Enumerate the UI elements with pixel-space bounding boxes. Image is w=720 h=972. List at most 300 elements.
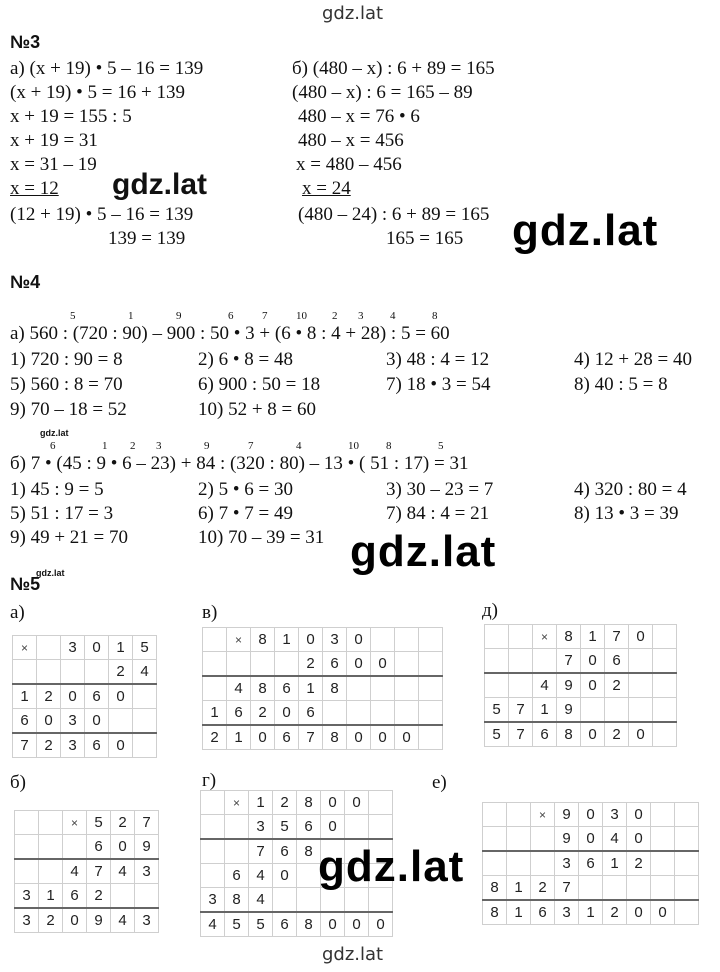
grid-cell: 7: [509, 698, 533, 723]
grid-cell: 2: [273, 791, 297, 815]
grid-cell: 0: [61, 684, 85, 709]
grid-cell: 9: [555, 827, 579, 852]
watermark-small: gdz.lat: [36, 568, 65, 578]
watermark-big: gdz.lat: [350, 527, 497, 576]
order-mark: 6: [50, 440, 56, 452]
grid-cell: 1: [203, 701, 227, 726]
grid-cell: [371, 628, 395, 652]
multiplication-grid-d: [484, 624, 677, 747]
grid-cell: 1: [603, 851, 627, 876]
grid-cell: [507, 803, 531, 827]
grid-cell: 7: [555, 876, 579, 901]
grid-cell: 7: [135, 811, 159, 835]
grid-cell: 3: [249, 815, 273, 840]
grid-cell: [629, 698, 653, 723]
problem-label: а): [10, 602, 25, 623]
grid-cell: [509, 625, 533, 649]
grid-cell: [15, 835, 39, 860]
grid-cell: 9: [557, 698, 581, 723]
grid-cell: 0: [347, 652, 371, 677]
grid-cell: 2: [39, 908, 63, 933]
step: 9) 70 – 18 = 52: [10, 399, 127, 420]
task-5-title: №5: [10, 574, 41, 594]
grid-cell: 2: [109, 660, 133, 685]
grid-cell: 5: [485, 698, 509, 723]
grid-cell: 2: [605, 673, 629, 698]
grid-cell: 0: [85, 709, 109, 734]
grid-cell: 2: [37, 733, 61, 758]
grid-cell: 3: [15, 884, 39, 909]
order-mark: 2: [332, 310, 338, 322]
grid-cell: [509, 649, 533, 674]
grid-cell: [395, 701, 419, 726]
grid-cell: [201, 815, 225, 840]
grid-cell: [531, 851, 555, 876]
step: 9) 49 + 21 = 70: [10, 527, 129, 548]
grid-cell: 8: [483, 900, 507, 925]
grid-cell: [653, 722, 677, 747]
watermark-small: gdz.lat: [40, 428, 69, 438]
grid-cell: 0: [369, 912, 393, 937]
multiplication-grid-a: [12, 635, 157, 758]
grid-cell: [133, 733, 157, 758]
task-3a-line: x = 31 – 19: [10, 154, 97, 175]
grid-cell: 9: [557, 673, 581, 698]
grid-cell: [395, 676, 419, 701]
grid-cell: [203, 652, 227, 677]
grid-row: [13, 709, 157, 734]
grid-cell: [201, 839, 225, 864]
grid-cell: [345, 815, 369, 840]
task-3a-check-result: 139 = 139: [108, 228, 186, 249]
grid-cell: 0: [275, 701, 299, 726]
order-mark: 5: [70, 310, 76, 322]
grid-cell: 4: [201, 912, 225, 937]
grid-cell: 6: [297, 815, 321, 840]
grid-cell: 7: [605, 625, 629, 649]
grid-cell: [629, 673, 653, 698]
grid-cell: 8: [225, 888, 249, 913]
task-3b-line: (480 – x) : 6 = 165 – 89: [292, 82, 473, 103]
grid-cell: 1: [227, 725, 251, 750]
task-3a-line: x + 19 = 31: [10, 130, 98, 151]
grid-cell: 5: [87, 811, 111, 835]
grid-cell: [275, 652, 299, 677]
grid-cell: 0: [321, 815, 345, 840]
grid-row: [13, 733, 157, 758]
grid-row: [201, 815, 393, 840]
grid-row: [485, 698, 677, 723]
grid-cell: 3: [603, 803, 627, 827]
grid-cell: 8: [323, 725, 347, 750]
order-mark: 7: [248, 440, 254, 452]
grid-cell: [203, 676, 227, 701]
watermark-top: gdz.lat: [322, 3, 384, 24]
task-3b-line: x = 480 – 456: [296, 154, 402, 175]
task-3b-line: б) (480 – x) : 6 + 89 = 165: [292, 58, 495, 79]
grid-cell: [509, 673, 533, 698]
grid-cell: 6: [273, 912, 297, 937]
grid-cell: 0: [627, 900, 651, 925]
grid-cell: [273, 888, 297, 913]
grid-cell: 6: [605, 649, 629, 674]
problem-label: е): [432, 772, 447, 793]
grid-cell: 3: [135, 908, 159, 933]
grid-cell: 6: [225, 864, 249, 888]
grid-cell: 2: [37, 684, 61, 709]
grid-row: [483, 827, 699, 852]
grid-cell: 6: [273, 839, 297, 864]
order-mark: 4: [390, 310, 396, 322]
grid-cell: [507, 827, 531, 852]
grid-cell: 1: [39, 884, 63, 909]
grid-cell: 6: [299, 701, 323, 726]
grid-cell: 0: [109, 684, 133, 709]
order-mark: 4: [296, 440, 302, 452]
grid-cell: [39, 835, 63, 860]
grid-cell: 4: [133, 660, 157, 685]
grid-cell: 2: [605, 722, 629, 747]
grid-cell: [627, 876, 651, 901]
step: 1) 45 : 9 = 5: [10, 479, 104, 500]
step: 5) 560 : 8 = 70: [10, 374, 123, 395]
order-mark: 1: [102, 440, 108, 452]
task-3b-line: 480 – x = 76 • 6: [298, 106, 420, 127]
grid-cell: [581, 698, 605, 723]
grid-cell: 0: [321, 912, 345, 937]
grid-row: [485, 722, 677, 747]
order-mark: 2: [130, 440, 136, 452]
grid-row: [483, 803, 699, 827]
grid-row: [13, 660, 157, 685]
grid-cell: 0: [629, 625, 653, 649]
grid-cell: 8: [483, 876, 507, 901]
grid-cell: 2: [299, 652, 323, 677]
grid-cell: 9: [87, 908, 111, 933]
grid-cell: [297, 864, 321, 888]
grid-cell: 5: [273, 815, 297, 840]
grid-cell: [483, 851, 507, 876]
grid-cell: 2: [603, 900, 627, 925]
grid-cell: 1: [13, 684, 37, 709]
grid-cell: 1: [299, 676, 323, 701]
grid-cell: 4: [63, 859, 87, 884]
order-mark: 7: [262, 310, 268, 322]
task-3a-line: а) (x + 19) • 5 – 16 = 139: [10, 58, 204, 79]
step: 4) 12 + 28 = 40: [574, 349, 693, 370]
order-mark: 5: [438, 440, 444, 452]
multiplication-grid-v: [202, 627, 443, 750]
grid-cell: [651, 803, 675, 827]
grid-cell: 5: [133, 636, 157, 660]
grid-cell: 4: [227, 676, 251, 701]
grid-cell: 9: [135, 835, 159, 860]
grid-cell: 2: [251, 701, 275, 726]
grid-cell: 0: [627, 803, 651, 827]
grid-cell: [37, 660, 61, 685]
grid-cell: 7: [509, 722, 533, 747]
grid-cell: 3: [135, 859, 159, 884]
grid-cell: 7: [557, 649, 581, 674]
task-4-title: №4: [10, 272, 41, 292]
grid-cell: [651, 851, 675, 876]
watermark-big: gdz.lat: [318, 842, 465, 891]
grid-cell: 0: [651, 900, 675, 925]
grid-cell: 2: [87, 884, 111, 909]
grid-cell: [579, 876, 603, 901]
task-3a-line: (x + 19) • 5 = 16 + 139: [10, 82, 185, 103]
task-3a-check: (12 + 19) • 5 – 16 = 139: [10, 204, 194, 225]
grid-cell: 3: [555, 900, 579, 925]
order-mark: 9: [204, 440, 210, 452]
grid-cell: [135, 884, 159, 909]
grid-row: [203, 652, 443, 677]
order-mark: 3: [358, 310, 364, 322]
grid-cell: 0: [345, 791, 369, 815]
grid-cell: 5: [225, 912, 249, 937]
grid-cell: 1: [507, 900, 531, 925]
grid-cell: 6: [579, 851, 603, 876]
grid-cell: [653, 625, 677, 649]
grid-cell: 0: [111, 835, 135, 860]
grid-cell: 6: [13, 709, 37, 734]
grid-cell: 0: [579, 803, 603, 827]
grid-cell: [203, 628, 227, 652]
grid-cell: [15, 811, 39, 835]
grid-row: [15, 908, 159, 933]
grid-row: [483, 876, 699, 901]
grid-cell: [485, 649, 509, 674]
grid-cell: [133, 709, 157, 734]
grid-cell: 2: [627, 851, 651, 876]
grid-cell: 6: [85, 684, 109, 709]
grid-cell: 2: [203, 725, 227, 750]
grid-cell: 0: [85, 636, 109, 660]
multiply-sign: ×: [533, 625, 557, 649]
grid-cell: [109, 709, 133, 734]
grid-cell: 0: [321, 791, 345, 815]
multiply-sign: ×: [225, 791, 249, 815]
grid-cell: [419, 701, 443, 726]
grid-cell: [653, 698, 677, 723]
grid-cell: [605, 698, 629, 723]
grid-row: [485, 649, 677, 674]
grid-cell: 3: [61, 733, 85, 758]
grid-cell: 8: [297, 912, 321, 937]
grid-cell: 6: [227, 701, 251, 726]
grid-cell: 6: [87, 835, 111, 860]
multiplication-grid-b: [14, 810, 159, 933]
grid-cell: 6: [63, 884, 87, 909]
multiply-sign: ×: [13, 636, 37, 660]
grid-row: [203, 725, 443, 750]
grid-cell: 3: [15, 908, 39, 933]
grid-cell: [111, 884, 135, 909]
grid-row: [483, 851, 699, 876]
grid-cell: [419, 628, 443, 652]
step: 8) 13 • 3 = 39: [574, 503, 679, 524]
grid-cell: 0: [273, 864, 297, 888]
grid-cell: [675, 851, 699, 876]
grid-cell: 0: [371, 725, 395, 750]
grid-cell: [419, 725, 443, 750]
grid-cell: 6: [531, 900, 555, 925]
task-3b-line: 480 – x = 456: [298, 130, 404, 151]
grid-cell: 5: [249, 912, 273, 937]
grid-cell: [395, 628, 419, 652]
grid-cell: 4: [249, 864, 273, 888]
grid-cell: [39, 859, 63, 884]
grid-cell: 8: [297, 791, 321, 815]
step: 5) 51 : 17 = 3: [10, 503, 114, 524]
grid-row: [203, 628, 443, 652]
step: 3) 30 – 23 = 7: [386, 479, 494, 500]
grid-cell: [323, 701, 347, 726]
grid-row: [15, 884, 159, 909]
grid-cell: 7: [299, 725, 323, 750]
grid-cell: 0: [581, 722, 605, 747]
grid-cell: [675, 827, 699, 852]
grid-cell: [85, 660, 109, 685]
grid-cell: [201, 791, 225, 815]
order-mark: 9: [176, 310, 182, 322]
grid-cell: 5: [485, 722, 509, 747]
grid-cell: 8: [251, 628, 275, 652]
grid-cell: [485, 673, 509, 698]
grid-cell: 0: [581, 649, 605, 674]
step: 3) 48 : 4 = 12: [386, 349, 490, 370]
grid-cell: [485, 625, 509, 649]
grid-cell: 0: [371, 652, 395, 677]
grid-cell: [653, 649, 677, 674]
grid-row: [203, 676, 443, 701]
grid-cell: [603, 876, 627, 901]
step: 10) 70 – 39 = 31: [198, 527, 325, 548]
grid-cell: 0: [63, 908, 87, 933]
grid-cell: [61, 660, 85, 685]
step: 7) 18 • 3 = 54: [386, 374, 491, 395]
step: 8) 40 : 5 = 8: [574, 374, 668, 395]
grid-cell: [507, 851, 531, 876]
order-mark: 8: [432, 310, 438, 322]
grid-cell: [39, 811, 63, 835]
grid-cell: 4: [603, 827, 627, 852]
step: 2) 6 • 8 = 48: [198, 349, 293, 370]
grid-cell: 0: [251, 725, 275, 750]
step: 6) 7 • 7 = 49: [198, 503, 293, 524]
grid-cell: 1: [581, 625, 605, 649]
grid-cell: 0: [345, 912, 369, 937]
grid-cell: [225, 815, 249, 840]
grid-row: [201, 912, 393, 937]
grid-cell: 7: [249, 839, 273, 864]
grid-cell: 1: [507, 876, 531, 901]
grid-cell: [531, 827, 555, 852]
grid-cell: 8: [297, 839, 321, 864]
grid-cell: 0: [629, 722, 653, 747]
grid-cell: 2: [531, 876, 555, 901]
grid-cell: 0: [579, 827, 603, 852]
grid-cell: 4: [111, 908, 135, 933]
grid-cell: 8: [557, 722, 581, 747]
grid-cell: 0: [37, 709, 61, 734]
step: 10) 52 + 8 = 60: [198, 399, 317, 420]
grid-cell: 6: [275, 676, 299, 701]
grid-cell: [297, 888, 321, 913]
grid-row: [13, 684, 157, 709]
grid-cell: 8: [251, 676, 275, 701]
grid-cell: [13, 660, 37, 685]
grid-cell: [371, 701, 395, 726]
grid-cell: 0: [109, 733, 133, 758]
task-3b-check: (480 – 24) : 6 + 89 = 165: [298, 204, 490, 225]
grid-cell: [419, 652, 443, 677]
grid-cell: 6: [323, 652, 347, 677]
grid-cell: 1: [533, 698, 557, 723]
multiplication-grid-e: [482, 802, 699, 925]
grid-cell: [63, 835, 87, 860]
order-mark: 10: [296, 310, 307, 322]
grid-row: [13, 636, 157, 660]
order-mark: 10: [348, 440, 359, 452]
watermark-inline: gdz.lat: [112, 168, 207, 201]
grid-cell: 3: [61, 709, 85, 734]
watermark-big: gdz.lat: [512, 206, 659, 255]
problem-label: в): [202, 602, 218, 623]
grid-cell: [227, 652, 251, 677]
grid-cell: [371, 676, 395, 701]
grid-cell: 0: [299, 628, 323, 652]
step: 7) 84 : 4 = 21: [386, 503, 490, 524]
task-3a-answer: x = 12: [10, 178, 59, 199]
grid-cell: 0: [627, 827, 651, 852]
grid-cell: 1: [109, 636, 133, 660]
grid-cell: 2: [111, 811, 135, 835]
grid-row: [201, 791, 393, 815]
grid-cell: [37, 636, 61, 660]
task-3b-answer: x = 24: [302, 178, 351, 199]
grid-cell: 7: [13, 733, 37, 758]
grid-cell: [483, 803, 507, 827]
grid-cell: 6: [85, 733, 109, 758]
grid-cell: [629, 649, 653, 674]
problem-label: б): [10, 772, 26, 793]
grid-cell: [251, 652, 275, 677]
problem-label: д): [482, 600, 498, 621]
order-mark: 8: [386, 440, 392, 452]
grid-cell: 4: [111, 859, 135, 884]
grid-cell: [225, 839, 249, 864]
grid-cell: 9: [555, 803, 579, 827]
watermark-bottom: gdz.lat: [322, 944, 384, 965]
task-4a-expression: а) 560 : (720 : 90) – 900 : 50 • 3 + (6 • 8 : 4 + 28) : 5 = 60: [10, 323, 450, 344]
grid-row: [15, 859, 159, 884]
grid-cell: 8: [323, 676, 347, 701]
grid-cell: 1: [249, 791, 273, 815]
grid-cell: [369, 791, 393, 815]
grid-cell: 8: [557, 625, 581, 649]
grid-cell: [395, 652, 419, 677]
grid-row: [15, 811, 159, 835]
problem-label: г): [202, 770, 217, 791]
grid-cell: [347, 676, 371, 701]
grid-row: [485, 625, 677, 649]
grid-cell: 0: [347, 725, 371, 750]
grid-cell: 1: [579, 900, 603, 925]
step: 1) 720 : 90 = 8: [10, 349, 123, 370]
grid-cell: 3: [555, 851, 579, 876]
grid-cell: [347, 701, 371, 726]
